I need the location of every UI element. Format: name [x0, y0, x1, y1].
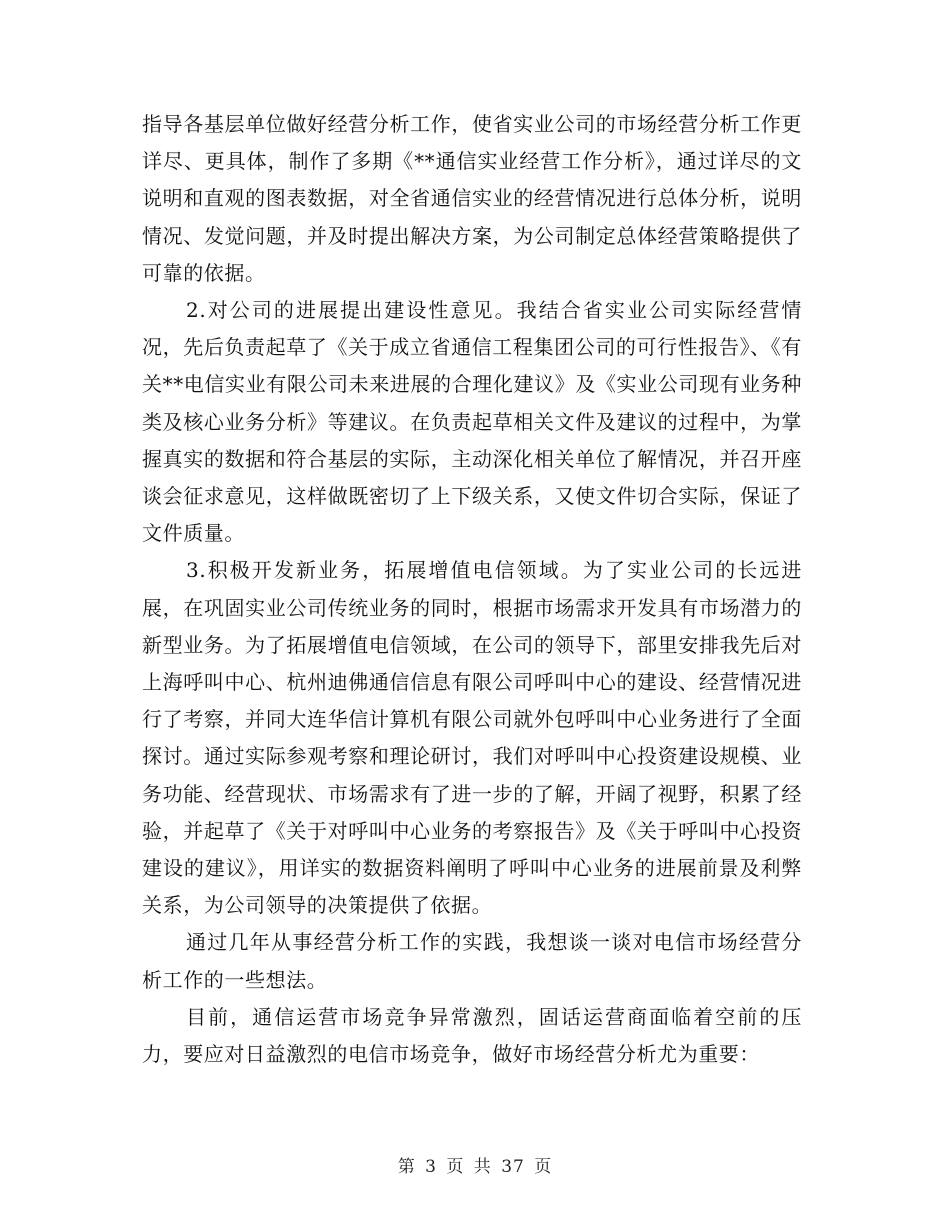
- page-number-footer: 第 3 页 共 37 页: [397, 1157, 553, 1177]
- paragraph-reflection: 通过几年从事经营分析工作的实践，我想谈一谈对电信市场经营分析工作的一些想法。: [142, 930, 802, 992]
- paragraph-continuation: 指导各基层单位做好经营分析工作，使省实业公司的市场经营分析工作更详尽、更具体，制作了多期《**通信实业经营工作分析》，通过详尽的文说明和直观的图表数据，对全省通信实业的经营情况进行总体分析，说明情况、发觉问题，并及时提出解决方案，为公司制定总体经营策略提供了可靠的依据。: [142, 112, 802, 285]
- paragraph-item-3: 3.积极开发新业务，拓展增值电信领域。为了实业公司的长远进展，在巩固实业公司传统业务的同时，根据市场需求开发具有市场潜力的新型业务。为了拓展增值电信领域，在公司的领导下，部里安排我先后对上海呼叫中心、杭州迪佛通信信息有限公司呼叫中心的建设、经营情况进行了考察，并同大连华信计算机有限公司就外包呼叫中心业务进行了全面探讨。通过实际参观考察和理论研讨，我们对呼叫中心投资建设规模、业务功能、经营现状、市场需求有了进一步的了解，开阔了视野，积累了经验，并起草了《关于对呼叫中心业务的考察报告》及《关于呼叫中心投资建设的建议》，用详实的数据资料阐明了呼叫中心业务的进展前景及利弊关系，为公司领导的决策提供了依据。: [142, 558, 802, 918]
- paragraph-item-2: 2.对公司的进展提出建设性意见。我结合省实业公司实际经营情况，先后负责起草了《关于成立省通信工程集团公司的可行性报告》、《有关**电信实业有限公司未来进展的合理化建议》及《实业公司现有业务种类及核心业务分析》等建议。在负责起草相关文件及建议的过程中，为掌握真实的数据和符合基层的实际，主动深化相关单位了解情况，并召开座谈会征求意见，这样做既密切了上下级关系，又使文件切合实际，保证了文件质量。: [142, 298, 802, 546]
- document-body: [142, 106, 802, 1073]
- paragraph-current-situation: 目前，通信运营市场竞争异常激烈，固话运营商面临着空前的压力，要应对日益激烈的电信市场竞争，做好市场经营分析尤为重要：: [142, 1004, 802, 1067]
